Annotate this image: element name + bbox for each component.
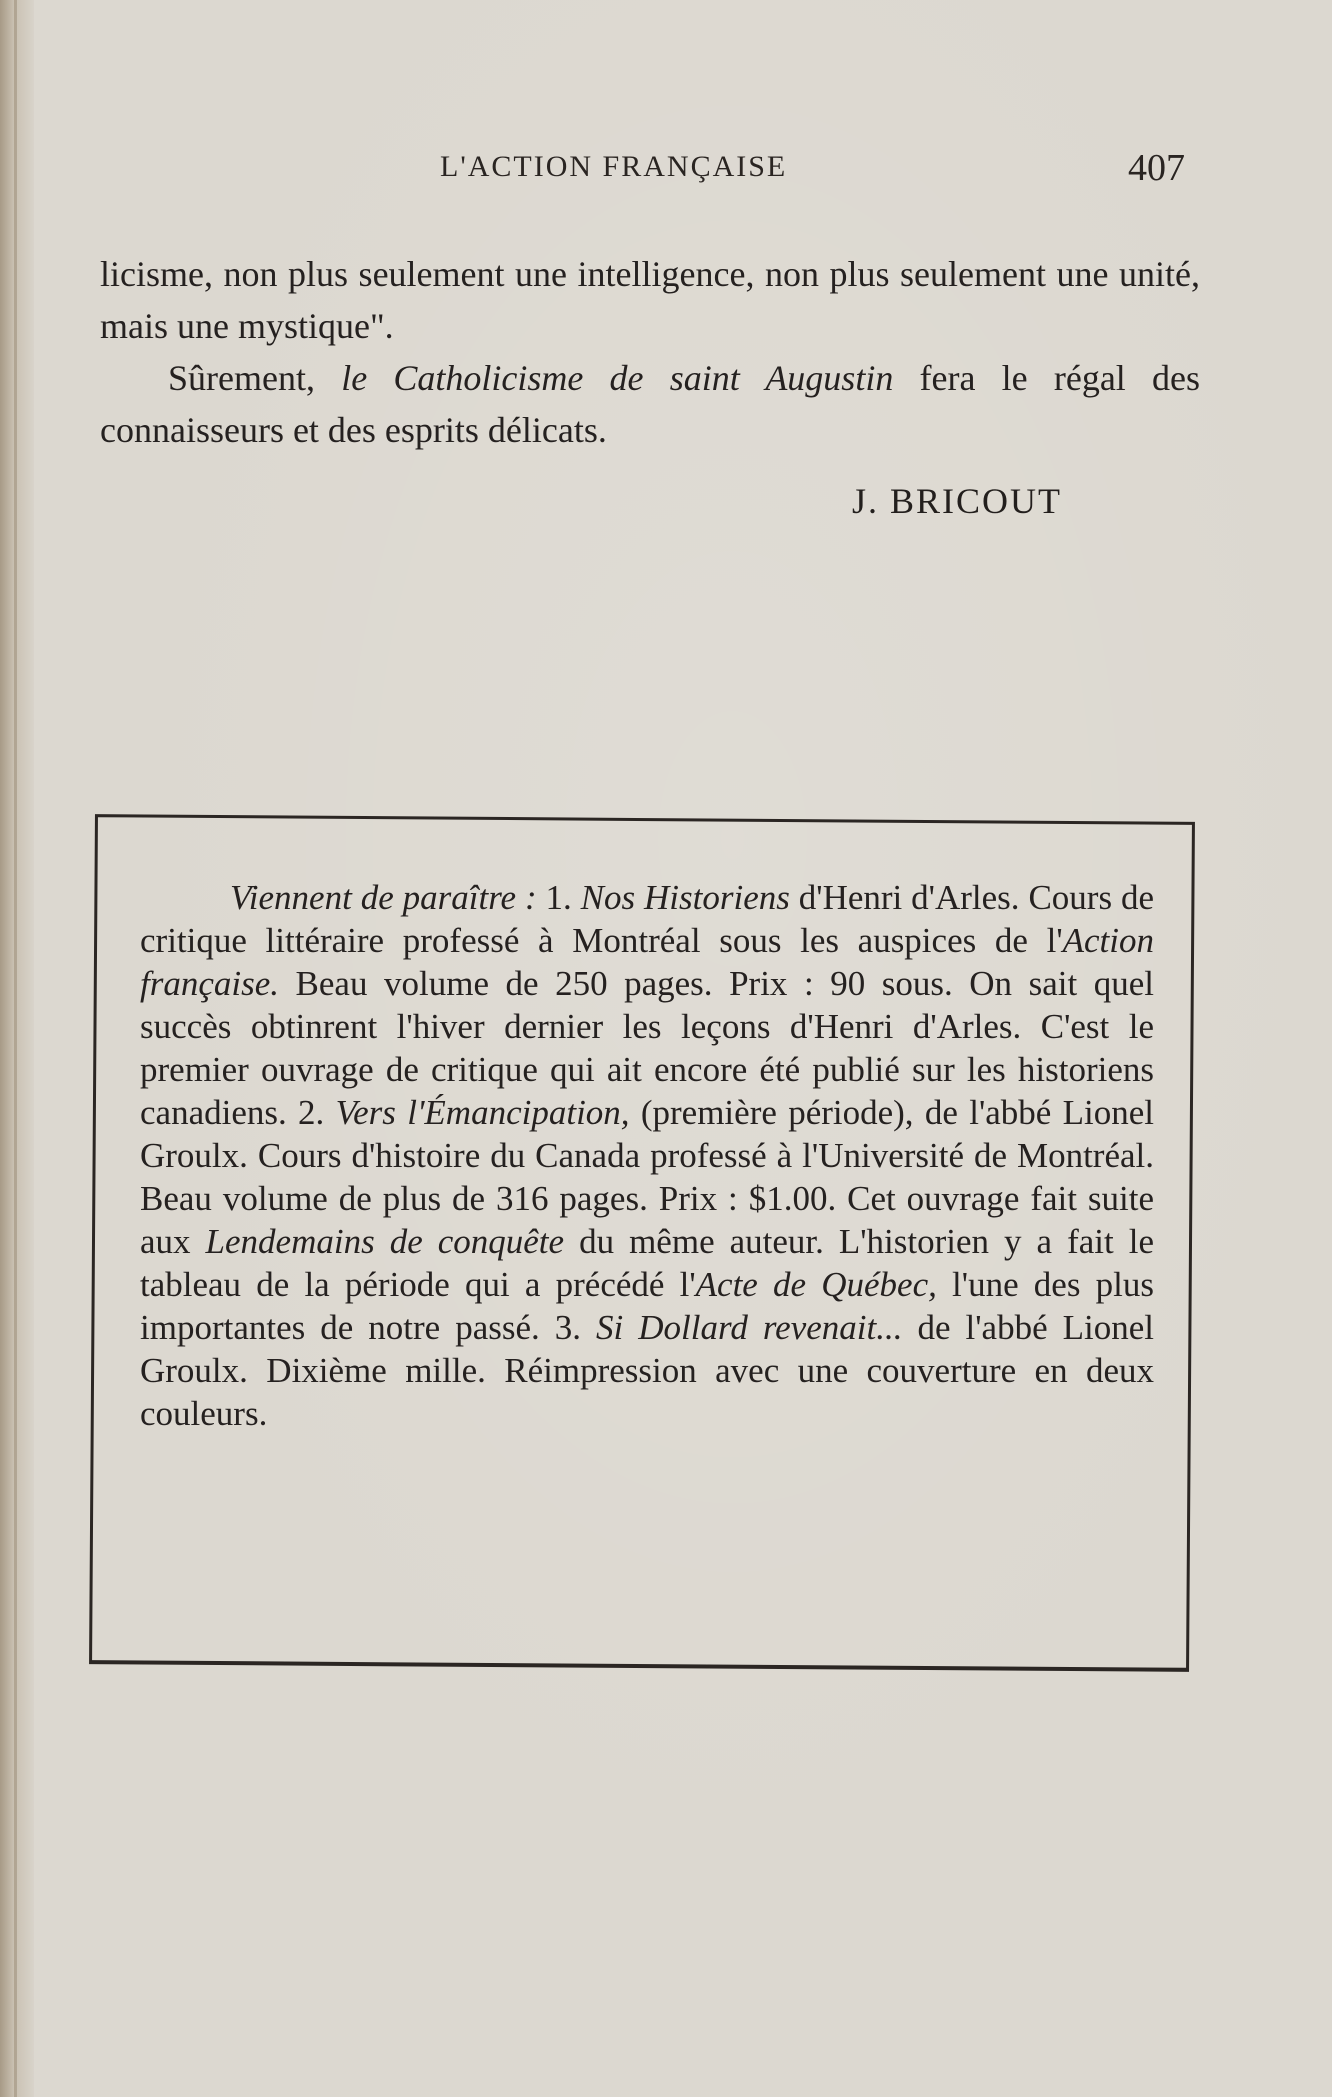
author-signature: J. BRICOUT xyxy=(852,481,1063,521)
notice-text-segment: (première période), de l'abbé Lionel Groulx. Cours d'histoire du Canada professé à l'Université de Montréal. Beau volume de plus de 316 pages. Prix : $1.00. Cet ouvrage fait suite aux xyxy=(140,1093,1154,1261)
book-title-vers-emancipation: Vers l'Émancipation, xyxy=(335,1093,630,1132)
notice-text-segment: l'une des plus importantes de notre passé. 3. xyxy=(140,1265,1154,1347)
notice-text-segment: de l'abbé Lionel Groulx. Dixième mille. Réimpression avec une couverture en deux couleurs. xyxy=(140,1308,1154,1433)
book-spine-edge xyxy=(14,0,17,2097)
notice-text-segment: d'Henri d'Arles. Cours de critique littéraire professé à Montréal sous les auspices de l' xyxy=(140,878,1155,960)
final-paragraph-ending: fera le régal des connaisseurs et des esprits délicats. xyxy=(100,358,1200,450)
book-spine-shadow xyxy=(0,0,34,2097)
notice-text-segment: Beau volume de 250 pages. Prix : 90 sous. On sait quel succès obtinrent l'hiver dernier les leçons d'Henri d'Arles. C'est le premier ouvrage de critique qui ait encore été publié sur les historiens canadiens. 2. xyxy=(140,964,1154,1132)
final-paragraph-opening: Sûrement, xyxy=(168,358,342,398)
article-final-paragraph xyxy=(100,352,1200,456)
title-acte-de-quebec: Acte de Québec, xyxy=(695,1265,937,1304)
notice-lead: Viennent de paraître : xyxy=(230,878,537,917)
article-closing-paragraph: licisme, non plus seulement une intelligence, non plus seulement une unité, mais une mystique". xyxy=(100,254,1200,346)
book-title-catholicisme: le Catholicisme de saint Augustin xyxy=(341,358,894,398)
running-head: L'ACTION FRANÇAISE xyxy=(440,150,788,183)
book-title-si-dollard: Si Dollard revenait... xyxy=(596,1308,903,1347)
notice-text-segment: du même auteur. L'historien y a fait le tableau de la période qui a précédé l' xyxy=(140,1222,1154,1304)
book-title-nos-historiens: Nos Historiens xyxy=(580,878,790,917)
publication-notice xyxy=(140,876,1154,1435)
publisher-name: Action française. xyxy=(140,921,1154,1003)
book-title-lendemains: Lendemains de conquête xyxy=(205,1222,565,1261)
notice-text-segment: 1. xyxy=(536,878,581,917)
page-number: 407 xyxy=(1128,147,1185,189)
